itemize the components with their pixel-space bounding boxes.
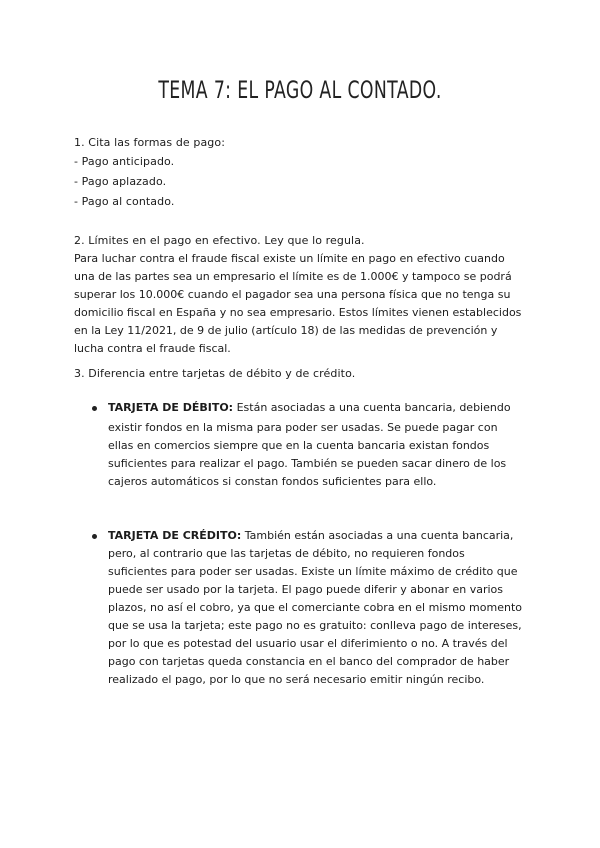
list-item: - Pago aplazado. xyxy=(74,175,167,188)
section2-paragraph xyxy=(74,250,534,358)
paragraph-line: pago con tarjetas queda constancia en el banco del comprador de haber xyxy=(108,655,510,668)
paragraph-line: suficientes para realizar el pago. También se pueden sacar dinero de los xyxy=(108,457,507,470)
credit-first-text: También están asociadas a una cuenta bancaria, xyxy=(241,529,514,542)
section1-heading: 1. Cita las formas de pago: xyxy=(74,136,226,149)
paragraph-line: domicilio fiscal en España y no sea empresario. Estos límites vienen establecidos xyxy=(74,306,522,319)
debit-first-line xyxy=(108,399,538,417)
credit-label: TARJETA DE CRÉDITO: xyxy=(108,529,242,542)
bullet-icon xyxy=(92,406,97,411)
debit-card-item xyxy=(108,399,538,491)
paragraph-line: lucha contra el fraude fiscal. xyxy=(74,342,231,355)
paragraph-line: realizado el pago, por lo que no será necesario emitir ningún recibo. xyxy=(108,673,485,686)
section2-heading: 2. Límites en el pago en efectivo. Ley que lo regula. xyxy=(74,234,365,247)
list-item: - Pago al contado. xyxy=(74,195,175,208)
paragraph-line: existir fondos en la misma para poder ser usadas. Se puede pagar con xyxy=(108,421,498,434)
bullet-icon xyxy=(92,534,97,539)
credit-first-line xyxy=(108,527,538,545)
paragraph-line: cajeros automáticos si constan fondos suficientes para ello. xyxy=(108,475,437,488)
paragraph-line: en la Ley 11/2021, de 9 de julio (artículo 18) de las medidas de prevención y xyxy=(74,324,498,337)
paragraph-line: que se usa la tarjeta; este pago no es gratuito: conlleva pago de intereses, xyxy=(108,619,522,632)
list-item: - Pago anticipado. xyxy=(74,155,175,168)
paragraph-line: Para luchar contra el fraude fiscal existe un límite en pago en efectivo cuando xyxy=(74,252,505,265)
paragraph-line: por lo que es potestad del usuario usar el diferimiento o no. A través del xyxy=(108,637,508,650)
credit-card-item xyxy=(108,527,538,689)
paragraph-line: pero, al contrario que las tarjetas de débito, no requieren fondos xyxy=(108,547,465,560)
paragraph-line: ellas en comercios siempre que en la cuenta bancaria existan fondos xyxy=(108,439,490,452)
paragraph-line: puede ser usado por la tarjeta. El pago puede diferir y abonar en varios xyxy=(108,583,504,596)
paragraph-line: una de las partes sea un empresario el límite es de 1.000€ y tampoco se podrá xyxy=(74,270,512,283)
paragraph-line: plazos, no así el cobro, ya que el comerciante cobra en el mismo momento xyxy=(108,601,522,614)
section3-heading: 3. Diferencia entre tarjetas de débito y de crédito. xyxy=(74,367,356,380)
page-title: TEMA 7: EL PAGO AL CONTADO. xyxy=(158,76,442,104)
debit-label: TARJETA DE DÉBITO: xyxy=(108,401,234,414)
debit-first-text: Están asociadas a una cuenta bancaria, debiendo xyxy=(233,401,511,414)
paragraph-line: superar los 10.000€ cuando el pagador sea una persona física que no tenga su xyxy=(74,288,511,301)
paragraph-line: suficientes para poder ser usadas. Existe un límite máximo de crédito que xyxy=(108,565,518,578)
